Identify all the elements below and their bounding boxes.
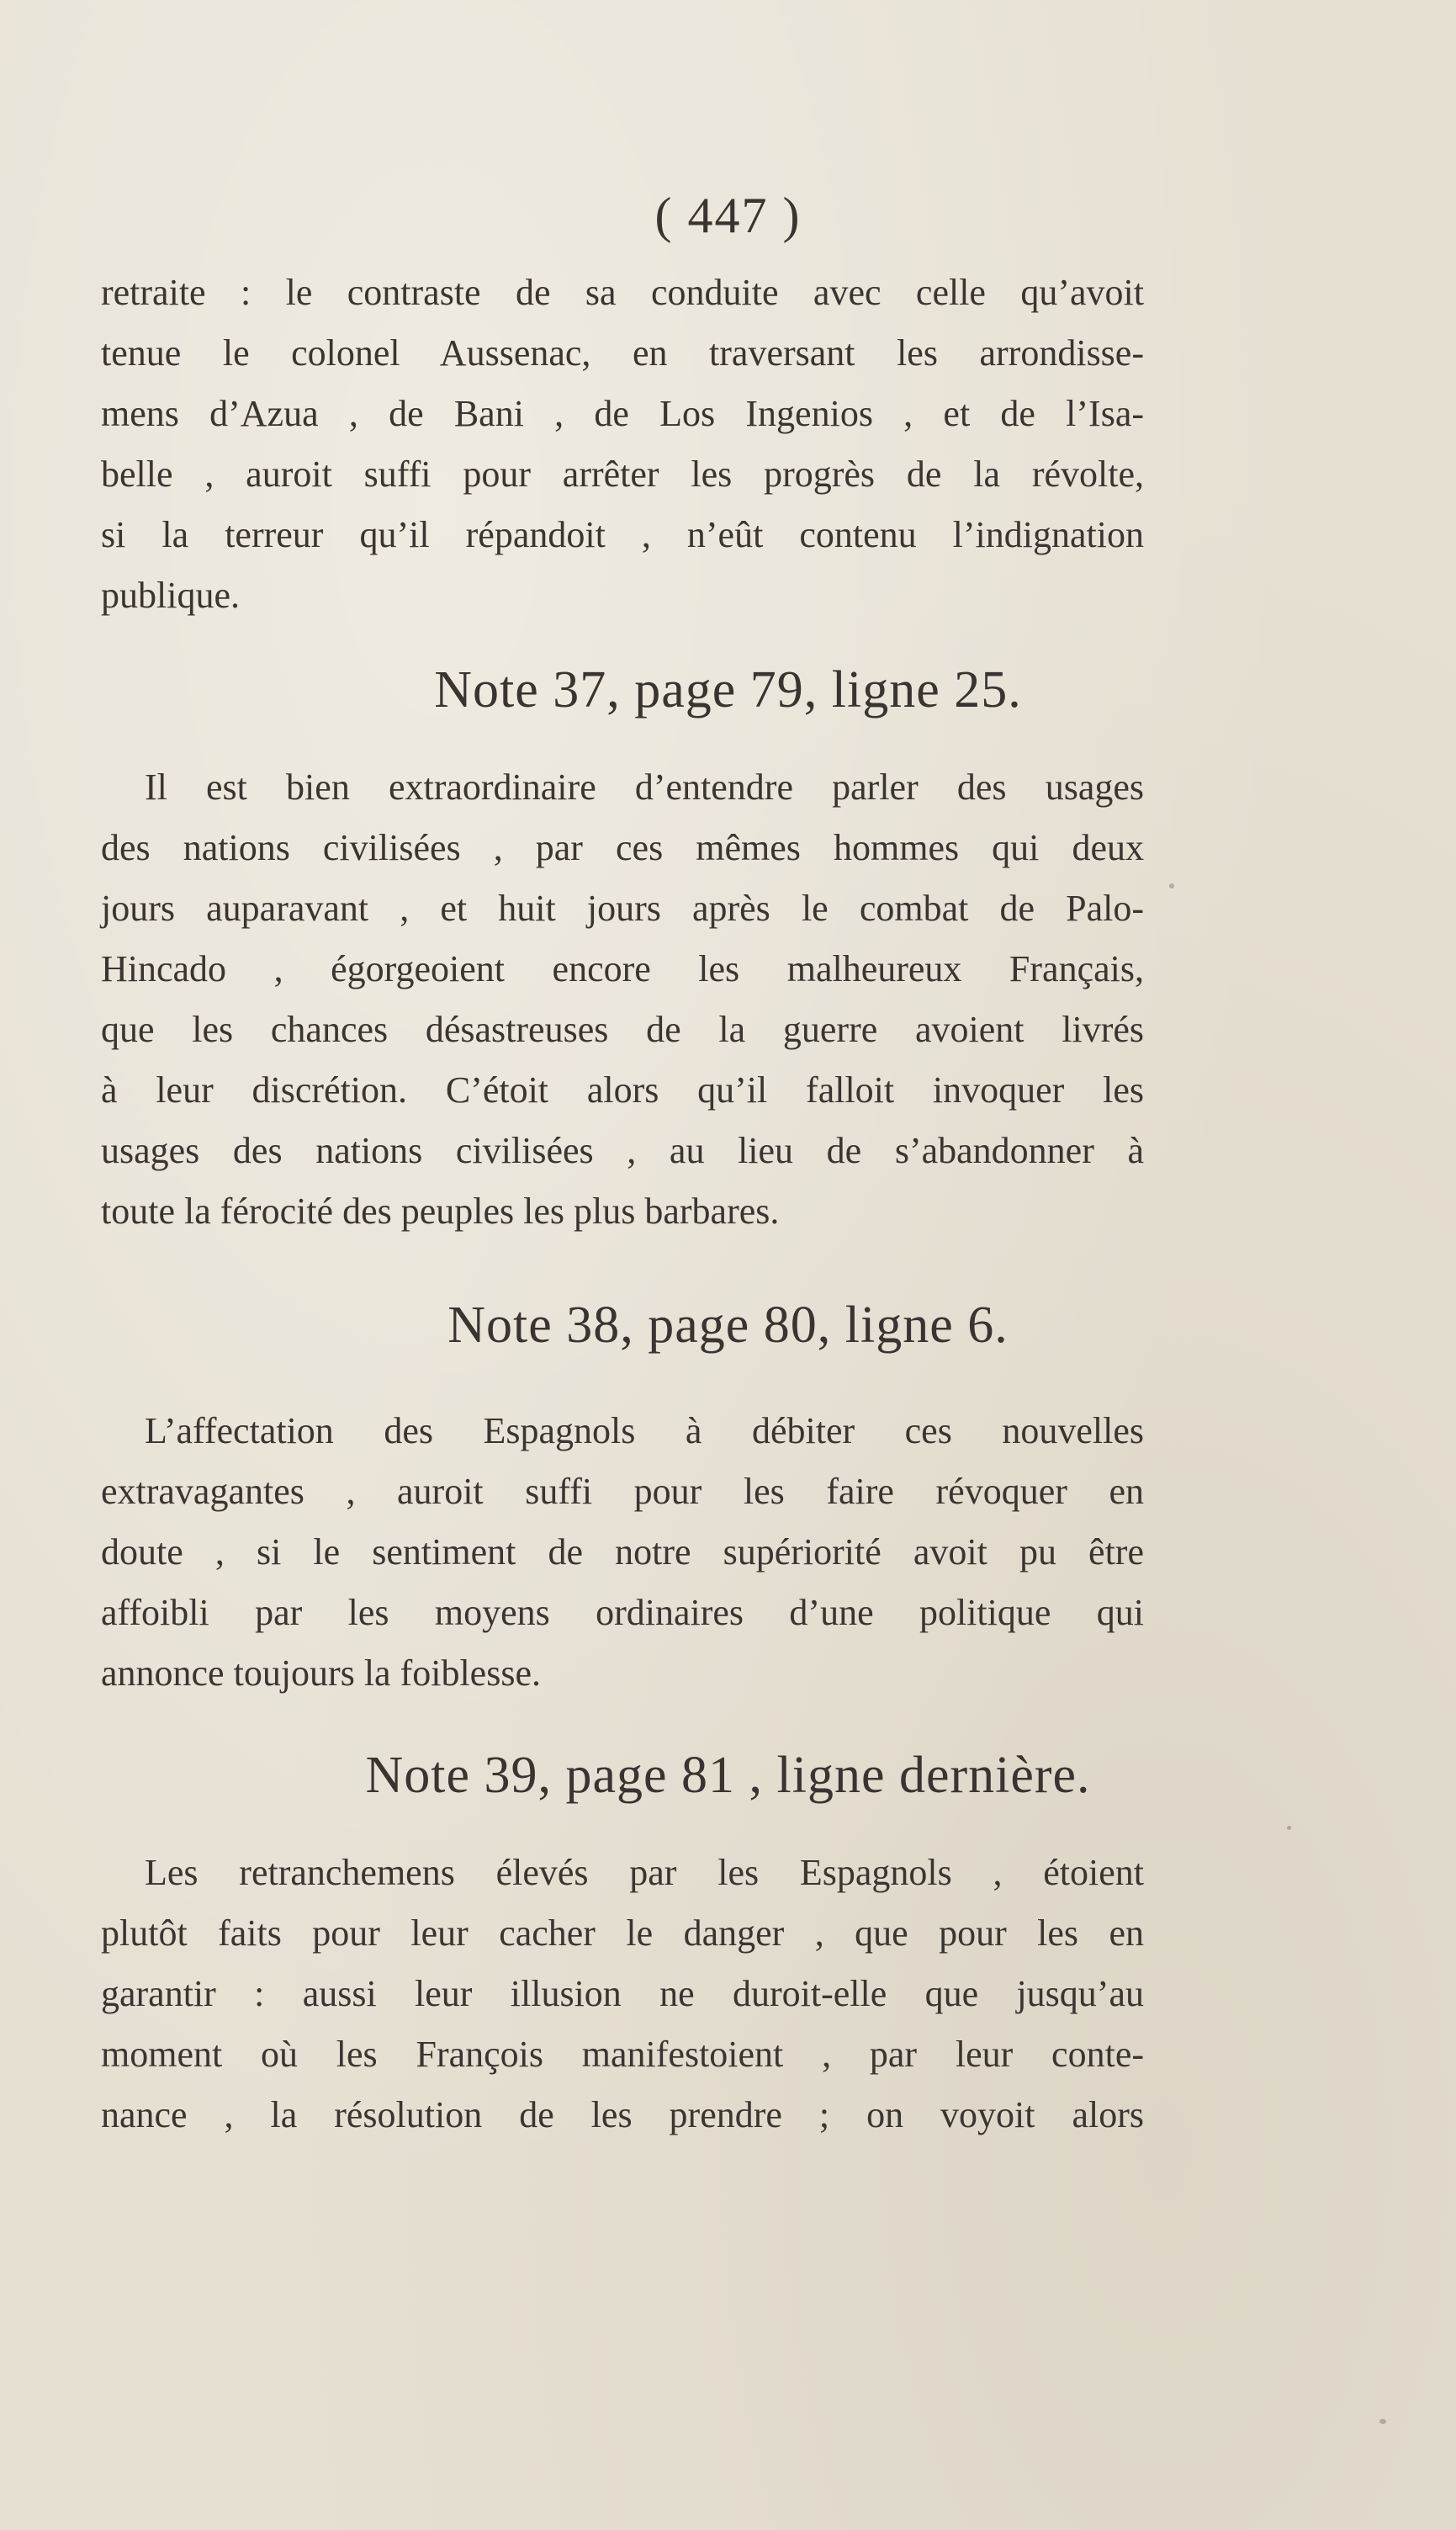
note-39-paragraph [101,1843,1144,2145]
text-line: usages des nations civilisées , au lieu de s’abandonner à [101,1130,1144,1171]
paragraph-continued [101,263,1144,626]
ink-spot [1169,883,1174,888]
text-line: doute , si le sentiment de notre supériorité avoit pu être [101,1531,1144,1573]
page-number: ( 447 ) [654,188,802,243]
text-line: plutôt faits pour leur cacher le danger , que pour les en [101,1912,1144,1954]
note-37-heading: Note 37, page 79, ligne 25. [434,661,1022,719]
text-line: annonce toujours la foiblesse. [101,1652,541,1694]
text-line: à leur discrétion. C’étoit alors qu’il falloit invoquer les [101,1069,1144,1111]
text-line: L’affectation des Espagnols à débiter ces nouvelles [145,1410,1144,1451]
note-37-paragraph [101,757,1144,1242]
text-line: moment où les François manifestoient , par leur conte- [101,2034,1144,2075]
text-line: tenue le colonel Aussenac, en traversant les arrondisse- [101,332,1144,374]
text-line: garantir : aussi leur illusion ne duroit-elle que jusqu’au [101,1973,1144,2014]
text-line: des nations civilisées , par ces mêmes hommes qui deux [101,827,1144,868]
text-line: extravagantes , auroit suffi pour les faire révoquer en [101,1471,1144,1512]
text-line: jours auparavant , et huit jours après le combat de Palo- [101,888,1144,929]
text-line: toute la férocité des peuples les plus barbares. [101,1191,780,1232]
text-line: Hincado , égorgeoient encore les malheureux Français, [101,948,1144,989]
note-38-heading: Note 38, page 80, ligne 6. [447,1297,1009,1354]
text-line: publique. [101,575,240,616]
note-39-heading: Note 39, page 81 , ligne dernière. [365,1747,1091,1804]
text-line: si la terreur qu’il répandoit , n’eût contenu l’indignation [101,514,1144,555]
text-line: que les chances désastreuses de la guerre avoient livrés [101,1009,1144,1050]
note-38-paragraph [101,1401,1144,1704]
text-line: Il est bien extraordinaire d’entendre parler des usages [145,766,1144,808]
text-line: belle , auroit suffi pour arrêter les progrès de la révolte, [101,453,1144,495]
ink-spot [1379,2419,1386,2424]
text-line: affoibli par les moyens ordinaires d’une politique qui [101,1592,1144,1633]
text-line: nance , la résolution de les prendre ; on voyoit alors [101,2094,1144,2135]
text-line: mens d’Azua , de Bani , de Los Ingenios , et de l’Isa- [101,393,1144,434]
text-line: Les retranchemens élevés par les Espagnols , étoient [145,1852,1144,1893]
text-line: retraite : le contraste de sa conduite avec celle qu’avoit [101,272,1144,313]
ink-spot [1287,1826,1291,1830]
